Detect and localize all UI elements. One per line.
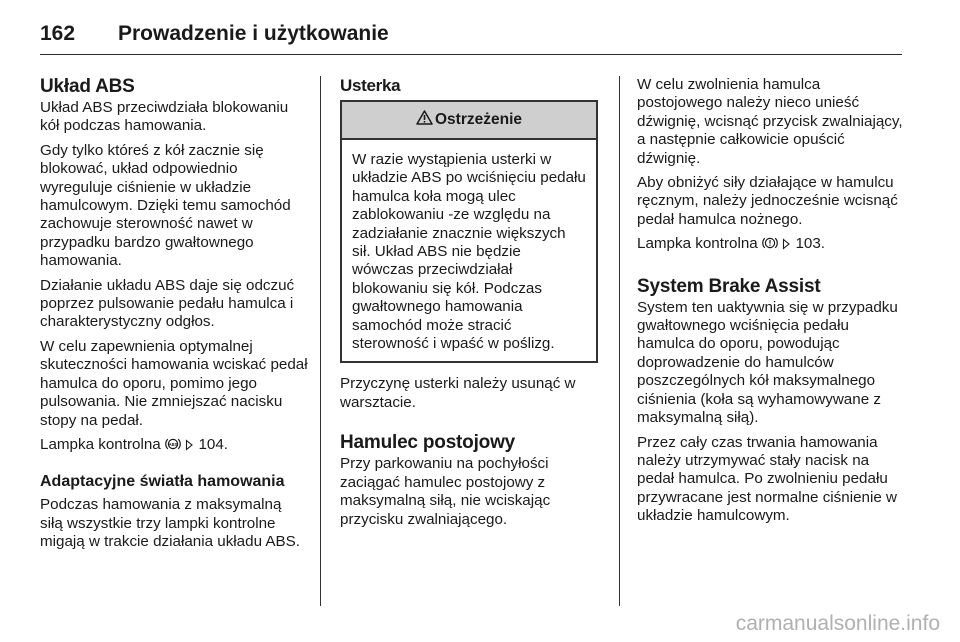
paragraph: Aby obniżyć siły działające w hamulcu ręcznym, należy jednocześnie wcisnąć pedał hamulca nożnego. xyxy=(637,174,898,228)
warning-box xyxy=(340,100,598,363)
warning-body xyxy=(342,140,596,361)
paragraph: System ten uaktywnia się w przypadku gwałtownego wciśnięcia pedału hamulca do oporu, powodując doprowadzenie do hamulców poszczególnych kół maksymalnego ciśnienia (koła są wyhamowywane z maksymalną siłą). xyxy=(637,298,898,427)
paragraph: Przez cały czas trwania hamowania należy utrzymywać stały nacisk na pedał hamulca. Po zwolnieniu pedału przywracane jest normalne ciśnienie w układzie hamulcowym. xyxy=(637,433,897,525)
paragraph: Podczas hamowania z maksymalną siłą wszystkie trzy lampki kontrolne migają w trakcie działania układu ABS. xyxy=(40,496,301,551)
page-title: Prowadzenie i użytkowanie xyxy=(118,22,389,45)
section-heading-brake-assist: System Brake Assist xyxy=(637,275,821,297)
paragraph: Przy parkowaniu na pochyłości zaciągać hamulec postojowy z maksymalną siłą, nie wciskając przycisku zwalniającego. xyxy=(340,455,551,528)
page-reference-arrow-icon xyxy=(185,438,194,456)
column-divider-1 xyxy=(320,76,321,606)
column-divider-2 xyxy=(619,76,620,606)
paragraph: Przyczynę usterki należy usunąć w warsztacie. xyxy=(340,375,576,411)
warning-header xyxy=(342,102,596,140)
lamp-reference: Lampka kontrolna ABS 104. xyxy=(40,436,308,456)
page-header xyxy=(40,14,902,55)
warning-triangle-icon xyxy=(416,110,433,130)
abs-warning-lamp-icon xyxy=(165,437,181,456)
watermark: carmanualsonline.info xyxy=(735,612,940,635)
lamp-reference: Lampka kontrolna 103. xyxy=(637,235,905,255)
section-heading-adaptive-brake-lights: Adaptacyjne światła hamowania xyxy=(40,473,285,491)
brake-warning-lamp-icon xyxy=(762,236,778,255)
page-reference-arrow-icon xyxy=(782,237,791,255)
column-right xyxy=(637,76,905,532)
paragraph: W celu zapewnienia optymalnej skuteczności hamowania wciskać pedał hamulca do oporu, pomimo jego pulsowania. Nie zmniejszać nacisku stopy na pedał. xyxy=(40,337,308,429)
paragraph: W celu zwolnienia hamulca postojowego należy nieco unieść dźwignię, wcisnąć przycisk zwalniający, a następnie całkowicie opuścić dźwignię. xyxy=(637,76,903,167)
section-heading-parking-brake: Hamulec postojowy xyxy=(340,432,516,454)
warning-title: Ostrzeżenie xyxy=(434,110,522,128)
section-heading-fault: Usterka xyxy=(340,76,401,95)
section-heading-abs: Układ ABS xyxy=(40,76,135,97)
paragraph: Gdy tylko któreś z kół zacznie się blokować, układ odpowiednio wyreguluje ciśnienie w układzie hamulcowym. Dzięki temu samochód zachowuje sterowność nawet w przypadku bardzo gwałtownego hamowania. xyxy=(40,141,291,270)
column-middle xyxy=(340,76,602,535)
paragraph: Układ ABS przeciwdziała blokowaniu kół podczas hamowania. xyxy=(40,99,289,135)
svg-text:ABS: ABS xyxy=(168,441,178,447)
paragraph: Działanie układu ABS daje się odczuć poprzez pulsowanie pedału hamulca i charakterystyczny odgłos. xyxy=(40,276,295,331)
column-left xyxy=(40,76,308,558)
warning-text: W razie wystąpienia usterki w układzie ABS po wciśnięciu pedału hamulca koła mogą ulec zablokowaniu -ze względu na zadziałanie znacznie większych sił. Układ ABS nie będzie wówczas przeciwdziałał blokowaniu się kół. Podczas gwałtownego hamowania samochód może stracić sterowność i wpaść w poślizg. xyxy=(352,151,586,353)
page-number: 162 xyxy=(40,22,76,45)
